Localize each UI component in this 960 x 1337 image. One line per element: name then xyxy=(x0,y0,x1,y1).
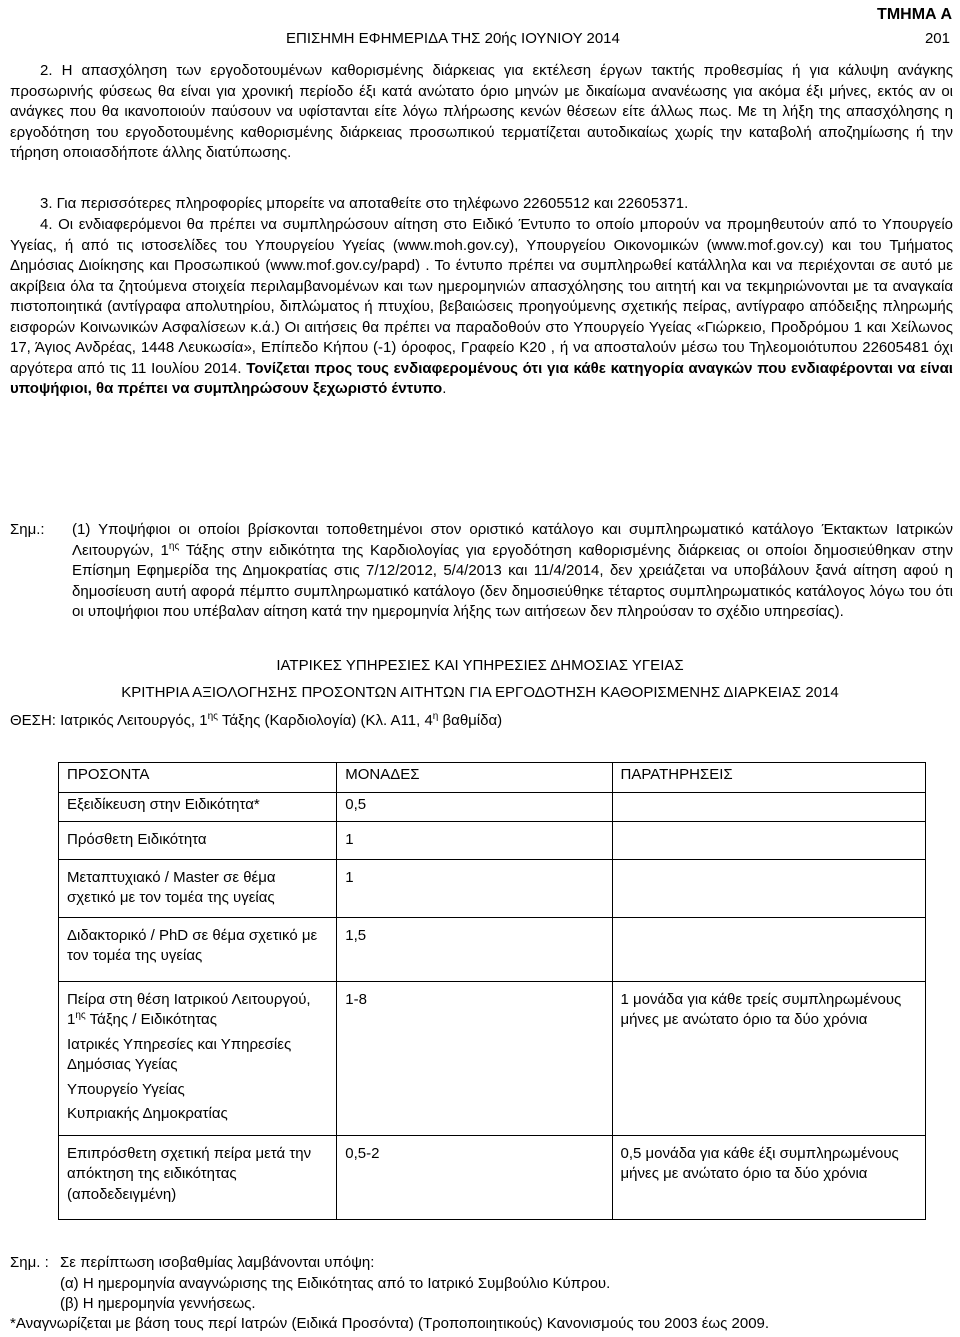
page-number: 201 xyxy=(924,30,950,47)
header-units: ΜΟΝΑΔΕΣ xyxy=(337,763,612,793)
experience-line-3: Υπουργείο Υγείας xyxy=(67,1080,185,1098)
table-row xyxy=(59,859,926,917)
cell-qualification: Επιπρόσθετη σχετική πείρα μετά την απόκτηση της ειδικότητας (αποδεδειγμένη) xyxy=(59,1135,337,1220)
section-label: ΤΜΗΜΑ Α xyxy=(877,6,952,23)
cell-remarks xyxy=(612,917,925,981)
header-remarks: ΠΑΡΑΤΗΡΗΣΕΙΣ xyxy=(612,763,925,793)
table-row xyxy=(59,822,926,860)
criteria-table xyxy=(58,762,926,1220)
note-1-text-b: Τάξης στην ειδικότητα της Καρδιολογίας για εργοδότηση καθορισμένης διάρκειας οι οποίοι δημοσιεύθηκαν στην Επίσημη Εφημερίδα της Δημοκρατίας στις 7/12/2012, 5/4/2013 και 11/4/2014, δεν χρειάζεται να υποβάλουν ξανά αίτηση αφού η δημοσίευση αυτή αφορά πέμπτο συμπληρωματικό κατάλογο (δεν δημοσιεύθηκε τέταρτος συμπληρωματικός κατάλογος λόγω του ότι οι υποψήφιοι που υπέβαλαν αίτηση κατά την ημερομηνία λήξης των αιτήσεων δεν πληρούσαν το σχέδιο υπηρεσίας). xyxy=(72,541,954,620)
cell-units: 1,5 xyxy=(337,917,612,981)
note-2 xyxy=(10,1253,953,1315)
position-sup-1: ης xyxy=(207,711,218,722)
cell-remarks xyxy=(612,859,925,917)
cell-remarks xyxy=(612,792,925,822)
note-1-sup: ης xyxy=(168,540,180,552)
note-2-line-3: (β) Η ημερομηνία γεννήσεως. xyxy=(60,1295,256,1312)
gazette-title: ΕΠΙΣΗΜΗ ΕΦΗΜΕΡΙΔΑ ΤΗΣ 20ής ΙΟΥΝΙΟΥ 2014 xyxy=(286,30,620,47)
cell-remarks xyxy=(612,822,925,860)
paragraph-2: 2. Η απασχόληση των εργοδοτουμένων καθορισμένης διάρκειας για εκτέλεση έργων τακτής προθεσμίας ή για κάλυψη ανάγκης προσωρινής φύσεως θα είναι για χρονική περίοδο έξι κατά ανώτατο όριο μηνών με δικαίωμα ανανέωσης για ακόμα έξι μήνες, εκτός αν οι ανάγκες που θα ικανοποιούν παύσουν να υφίστανται είτε λόγω πλήρωσης κενών θέσεων είτε άλλως πως. Με τη λήξη της απασχόλησης η εργοδότηση του εργοδοτουμένης καθορισμένης διάρκειας προσωπικού τερματίζεται αυτοδικαίως χωρίς την καταβολή αποζημίωσης ή την τήρηση οποιασδήποτε άλλης διατύπωσης. xyxy=(10,62,953,161)
note-1-text-a: (1) Υποψήφιοι οι οποίοι βρίσκονται τοποθετημένοι στον οριστικό κατάλογο και συμπληρωματικό κατάλογο Έκτακτων Ιατρικών Λειτουργών, 1 xyxy=(72,521,953,559)
position-text-a: ΘΕΣΗ: Ιατρικός Λειτουργός, 1 xyxy=(10,712,208,729)
footnote: *Αναγνωρίζεται με βάση τους περί Ιατρών (Ειδικά Προσόντα) (Τροποποιητικούς) Κανονισμούς του 2003 έως 2009. xyxy=(10,1315,770,1332)
cell-qualification-experience xyxy=(59,981,337,1135)
cell-units: 0,5 xyxy=(337,792,612,822)
note-1 xyxy=(10,520,953,623)
position-text-c: βαθμίδα) xyxy=(438,712,503,729)
cell-units: 1 xyxy=(337,859,612,917)
position-line xyxy=(10,711,953,732)
position-sup-2: η xyxy=(432,711,439,722)
cell-qualification: Πρόσθετη Ειδικότητα xyxy=(59,822,337,860)
note-1-label: Σημ.: xyxy=(10,521,45,538)
criteria-title: ΚΡΙΤΗΡΙΑ ΑΞΙΟΛΟΓΗΣΗΣ ΠΡΟΣΟΝΤΩΝ ΑΙΤΗΤΩΝ ΓΙΑ ΕΡΓΟΔΟΤΗΣΗ ΚΑΘΟΡΙΣΜΕΝΗΣ ΔΙΑΡΚΕΙΑΣ 2014 xyxy=(121,684,839,701)
cell-remarks: 0,5 μονάδα για κάθε έξι συμπληρωμένους μήνες με ανώτατο όριο τα δύο χρόνια xyxy=(612,1135,925,1220)
note-2-label: Σημ. : xyxy=(10,1254,49,1271)
note-2-line-1: Σε περίπτωση ισοβαθμίας λαμβάνονται υπόψη: xyxy=(60,1254,375,1271)
table-row xyxy=(59,792,926,822)
experience-line-1: Πείρα στη θέση Ιατρικού Λειτουργού, $1^{\eta\varsigma}$ Τάξης / Ειδικότητας xyxy=(67,990,311,1028)
note-1-body xyxy=(72,520,953,623)
header-qualifications: ΠΡΟΣΟΝΤΑ xyxy=(59,763,337,793)
cell-units: 1 xyxy=(337,822,612,860)
cell-qualification: Εξειδίκευση στην Ειδικότητα* xyxy=(59,792,337,822)
services-title: ΙΑΤΡΙΚΕΣ ΥΠΗΡΕΣΙΕΣ ΚΑΙ ΥΠΗΡΕΣΙΕΣ ΔΗΜΟΣΙΑΣ ΥΓΕΙΑΣ xyxy=(276,657,684,674)
cell-qualification: Μεταπτυχιακό / Master σε θέμα σχετικό με τον τομέα της υγείας xyxy=(59,859,337,917)
note-2-line-2: (α) Η ημερομηνία αναγνώρισης της Ειδικότητας από το Ιατρικό Συμβούλιο Κύπρου. xyxy=(60,1274,611,1292)
paragraph-4-emphasis: Τονίζεται προς τους ενδιαφερομένους ότι για κάθε κατηγορία αναγκών που ενδιαφέρονται να είναι υποψήφιοι, θα πρέπει να συμπληρώσουν ξεχωριστό έντυπο xyxy=(10,359,953,397)
paragraph-4-end: . xyxy=(442,380,447,397)
experience-line-2: Ιατρικές Υπηρεσίες και Υπηρεσίες Δημόσιας Υγείας xyxy=(67,1035,292,1073)
position-text-b: Τάξης (Καρδιολογία) (Κλ. Α11, 4 xyxy=(217,712,433,729)
cell-qualification: Διδακτορικό / PhD σε θέμα σχετικό με τον τομέα της υγείας xyxy=(59,917,337,981)
paragraph-4 xyxy=(10,215,953,400)
table-header-row xyxy=(59,763,926,793)
page-header xyxy=(0,6,960,54)
paragraph-3: 3. Για περισσότερες πληροφορίες μπορείτε να αποταθείτε στο τηλέφωνο 22605512 και 22605371. xyxy=(40,195,689,212)
experience-line-4: Κυπριακής Δημοκρατίας xyxy=(67,1105,228,1122)
cell-units: 1-8 xyxy=(337,981,612,1135)
table-row xyxy=(59,1135,926,1220)
cell-units: 0,5-2 xyxy=(337,1135,612,1220)
table-row xyxy=(59,917,926,981)
table-row xyxy=(59,981,926,1135)
paragraph-4-text: 4. Οι ενδιαφερόμενοι θα πρέπει να συμπληρώσουν αίτηση στο Ειδικό Έντυπο το οποίο μπορούν να προμηθευτούν από το Υπουργείο Υγείας, ή από τις ιστοσελίδες του Υπουργείου Υγείας (www.moh.gov.cy), Υπουργείου Οικονομικών (www.mof.gov.cy) και του Τμήματος Δημόσιας Διοίκησης και Προσωπικού (www.mof.gov.cy/papd) . Το έντυπο πρέπει να συμπληρωθεί κατάλληλα και να περιέχονται σε αυτό με ακρίβεια όλα τα ζητούμενα στοιχεία περιλαμβανομένων και των ημερομηνιών απασχόλησης του αιτητή και να τεκμηριώνονται με τα αναγκαία πιστοποιητικά (αντίγραφα απολυτηρίου, διπλώματος ή πτυχίου, βεβαιώσεις προηγούμενης σχετικής πείρας, αντίγραφο απόδειξης πληρωμής εισφορών Κοινωνικών Ασφαλίσεων κ.ά.) Οι αιτήσεις θα πρέπει να παραδοθούν στο Υπουργείο Υγείας «Γιώρκειο, Προδρόμου 1 και Χείλωνος 17, Άγιος Ανδρέας, 1448 Λευκωσία», Επίπεδο Κήπου (-1) όροφος, Γραφείο Κ20 , ή να αποσταλούν μέσω του Τηλεομοιότυπου 22605481 όχι αργότερα από τις 11 Ιουλίου 2014. xyxy=(10,216,953,377)
cell-remarks: 1 μονάδα για κάθε τρείς συμπληρωμένους μήνες με ανώτατο όριο τα δύο χρόνια xyxy=(612,981,925,1135)
